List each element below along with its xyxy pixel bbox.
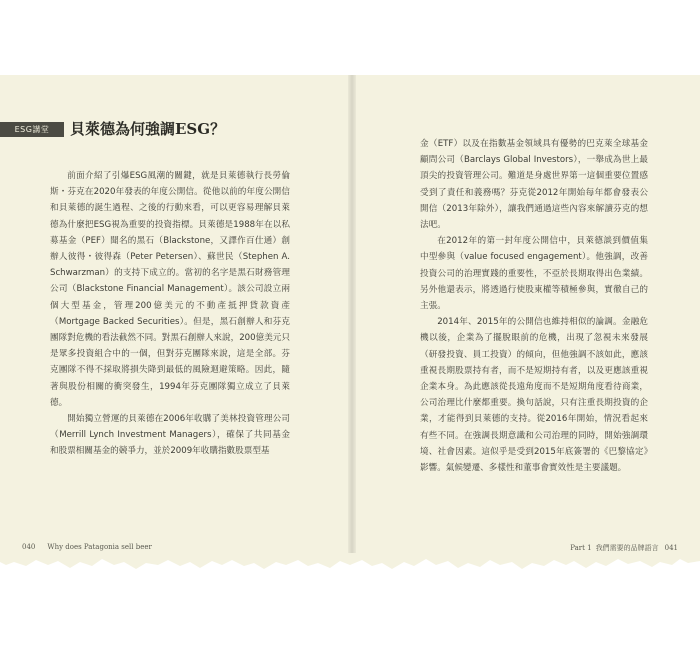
page-number: 041 <box>664 544 678 552</box>
book-spread <box>0 75 700 553</box>
running-footer: Why does Patagonia sell beer <box>47 543 152 551</box>
part-label: Part 1 <box>570 544 592 552</box>
right-folio <box>570 543 678 553</box>
paragraph: 開始獨立營運的貝萊德在2006年收購了美林投資管理公司（Merrill Lynch Investment Managers），確保了共同基金和股票相關基金的競爭力，並於2009年收購指數股票型基 <box>50 414 290 457</box>
paragraph: 前面介紹了引爆ESG風潮的關鍵，就是貝萊德執行長勞倫斯・芬克在2020年發表的年度公開信。從他以前的年度公開信和貝萊德的誕生過程、之後的行動來看，可以更容易理解貝萊德為什麼把ESG視為重要的投資指標。貝萊德是1988年在以私募基金（PEF）聞名的黑石（Blackstone，又譯作百仕通）創辦人彼得・彼得森（Peter Petersen）、蘇世民（Stephen A. Schwarzman）的支持下成立的。當初的名字是黑石財務管理公司（Blackstone Financial Management）。該公司設立兩個大型基金，管理200億美元的不動產抵押貸款資產（Mortgage Backed Securities）。但是，黑石創辦人和芬克團隊對危機的看法截然不同。對黑石創辦人來說，200億美元只是眾多投資組合中的一個，但對芬克團隊來說，這是全部。芬克團隊不得不採取將損失降到最低的風險迴避策略。因此，隨著與股份相關的衝突發生，1994年芬克團隊獨立成立了貝萊德。 <box>50 171 290 408</box>
page-title: 貝萊德為何強調ESG？ <box>70 120 226 138</box>
left-folio <box>22 543 152 551</box>
torn-paper-edge <box>0 553 700 583</box>
book-gutter <box>348 75 356 553</box>
left-body-text <box>50 168 290 460</box>
right-body-text <box>420 136 648 476</box>
paragraph: 2014年、2015年的公開信也維持相似的論調。金融危機以後，企業為了擺脫眼前的危機，出現了忽視未來發展（研發投資、員工投資）的傾向，但他強調不該如此，應該重視長期股票持有者，而不是短期持有者，以及更應該重視企業本身。為此應該從長遠角度而不是短期角度看待商業，公司治理比什麼都重要。換句話說，只有注重長期投資的企業，才能得到貝萊德的支持。從2016年開始，情況看起來有些不同。在強調長期意識和公司治理的同時，開始強調環境、社會因素。這似乎是受到2015年底簽署的《巴黎協定》影響。氣候變遷、多樣性和董事會實效性是主要議題。 <box>420 317 648 474</box>
page-number: 040 <box>22 543 36 551</box>
paragraph: 金（ETF）以及在指數基金領域具有優勢的巴克萊全球基金顧問公司（Barclays Global Investors），一舉成為世上最頂尖的投資管理公司。難道是身處世界第一這個重要位置感受到了責任和義務嗎？芬克從2012年開始每年都會發表公開信（2013年除外），讓我們通過這些內容來解讀芬克的想法吧。 <box>420 139 648 231</box>
section-tag: ESG講堂 <box>0 122 64 137</box>
paragraph: 在2012年的第一封年度公開信中，貝萊德談到價值集中型參與（value focused engagement）。他強調，改善投資公司的治理實踐的重要性，不亞於長期取得出色業績。另外他還表示，將透過行使股東權等積極參與，實徹自己的主張。 <box>420 236 648 312</box>
running-footer: 我們需要的品牌語言 <box>595 544 659 552</box>
